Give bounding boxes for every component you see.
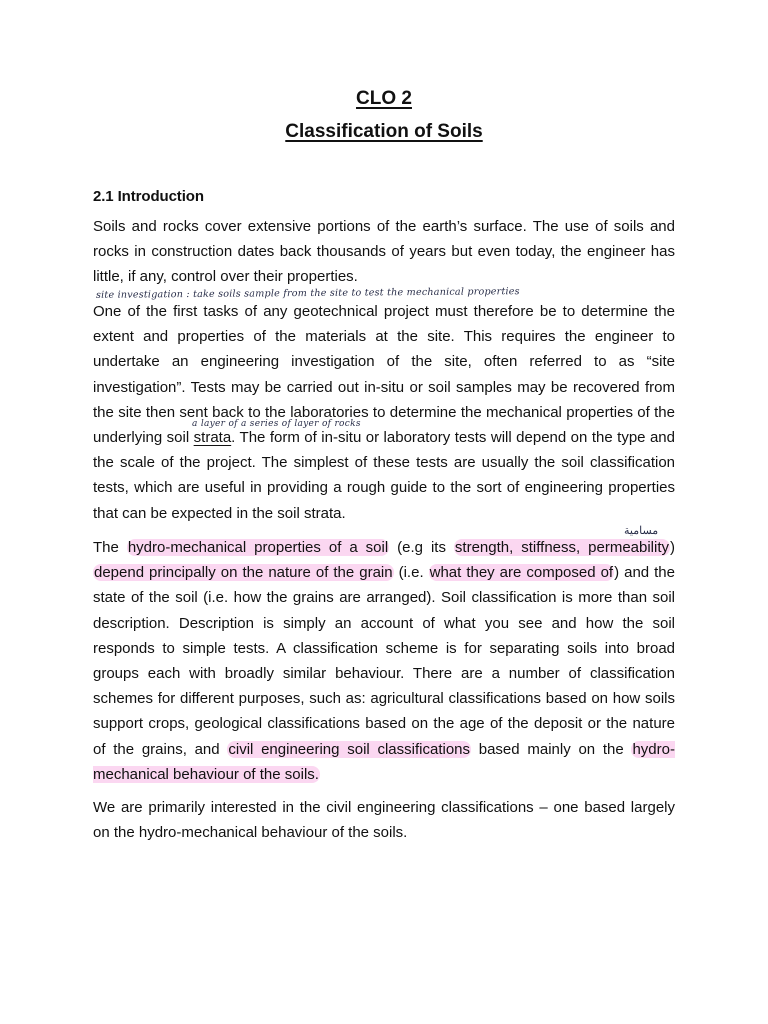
- highlight-civil-engineering-classifications: civil engineering soil classifications: [228, 740, 471, 758]
- highlight-hydro-mechanical-behaviour: hydro-mechanical behaviour of the soils.: [93, 740, 675, 783]
- handwritten-note-arabic: مسامية: [624, 524, 659, 537]
- underlined-strata: strata: [193, 429, 232, 447]
- highlight-nature-of-grain: depend principally on the nature of the grain: [94, 564, 393, 582]
- document-title: CLO 2: [356, 88, 412, 109]
- document-subtitle: Classification of Soils: [285, 121, 483, 142]
- paragraph-3-text-6: based mainly on the: [471, 740, 632, 758]
- paragraph-2: [93, 299, 675, 526]
- paragraph-4: We are primarily interested in the civil engineering classifications – one based largely on the hydro-mechanical behaviour of the soils.: [93, 799, 675, 841]
- highlight-composed-of: what they are composed of: [429, 564, 614, 582]
- paragraph-3-text-3: ): [670, 539, 676, 556]
- section-heading: 2.1 Introduction: [93, 188, 204, 205]
- paragraph-2-part-a: One of the first tasks of any geotechnical project must therefore be to determine the extent and properties of the materials at the site. This requires the engineer to undertake an engineering investigation of the site, often referred to as “site investigation”. Tests may be carried out in-situ or soil samples may be recovered from the site then sent back to the laboratories to determine the mechanical properties of the underlying soil: [93, 303, 675, 447]
- highlight-hydro-mechanical-properties: hydro-mechanical properties of a soil: [127, 539, 389, 556]
- paragraph-3-text-4: (i.e.: [393, 564, 429, 582]
- paragraph-3: [93, 535, 675, 787]
- handwritten-note-site-investigation: site investigation : take soils sample from the site to test the mechanical properties: [95, 286, 520, 301]
- paragraph-3-text-1: The: [93, 539, 127, 556]
- paragraph-3-text-2: (e.g its: [389, 539, 454, 556]
- paragraph-2-part-b: . The form of in-situ or laboratory tests will depend on the type and the scale of the project. The simplest of these tests are usually the soil classification tests, which are useful in providing a rough guide to the sort of engineering properties that can be expected in the soil strata.: [93, 429, 675, 522]
- paragraph-1: Soils and rocks cover extensive portions of the earth’s surface. The use of soils and rocks in construction dates back thousands of years but even today, the engineer has little, if any, control over their properties.: [93, 218, 675, 286]
- paragraph-3-text-5: ) and the state of the soil (i.e. how the grains are arranged). Soil classification is more than soil description. Description is simply an account of what you see and how the soil responds to simple tests. A classification scheme is for separating soils into broad groups each with broadly similar behaviour. There are a number of classification schemes for different purposes, such as: agricultural classifications based on how soils support crops, geological classifications based on the age of the deposit or the nature of the grains, and: [93, 564, 675, 758]
- highlight-strength-stiffness-permeability: strength, stiffness, permeability: [454, 539, 670, 556]
- handwritten-note-strata: a layer of a series of layer of rocks: [192, 419, 361, 429]
